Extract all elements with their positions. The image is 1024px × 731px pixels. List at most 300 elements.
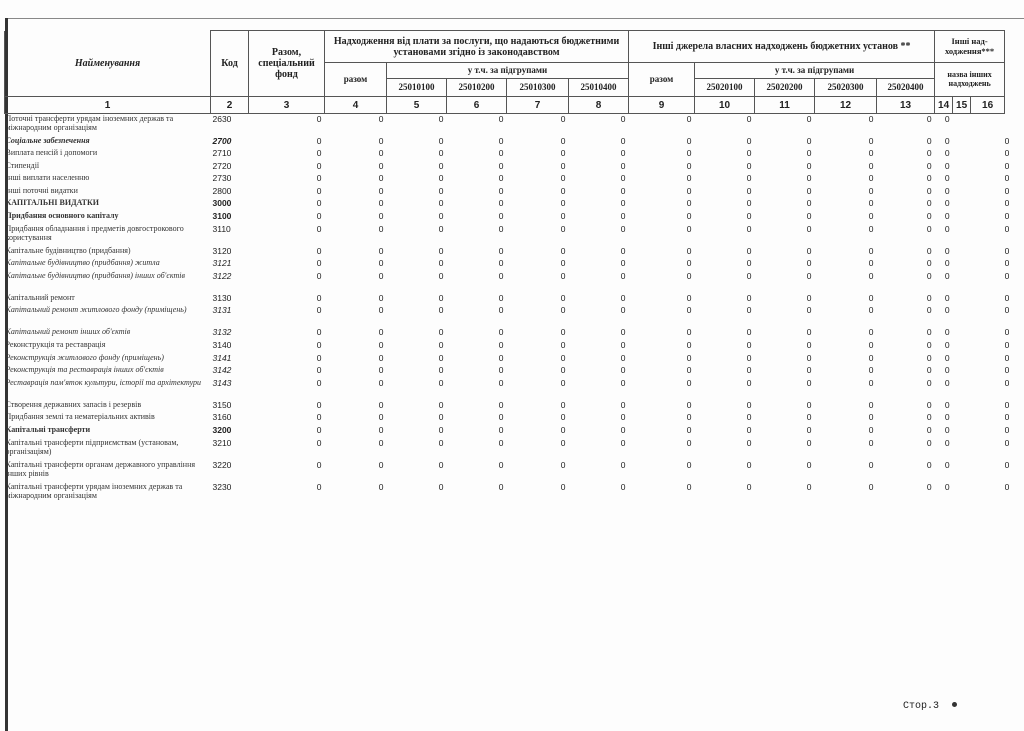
- table-row: Капітальний ремонт інших об'єктів 3132 0 0 0 0 0 0 0 0 0 0 0 0 0: [5, 327, 1005, 340]
- value-cell: 0: [560, 173, 566, 184]
- value-cell: 0: [806, 425, 812, 435]
- value-cell: 0: [378, 292, 384, 303]
- value-cell: 0: [686, 292, 692, 303]
- empty-cell: [953, 198, 971, 211]
- row-name: Інші виплати населенню: [5, 173, 90, 183]
- value-cell: 0: [926, 352, 932, 363]
- value-cell: 0: [806, 305, 812, 316]
- empty-cell: [953, 136, 971, 149]
- empty-cell: [953, 246, 971, 259]
- value-cell: 0: [926, 399, 932, 410]
- value-cell: 0: [560, 399, 566, 410]
- value-cell: 0: [686, 173, 692, 184]
- value-cell: 0: [378, 365, 384, 376]
- empty-cell: [971, 412, 1005, 425]
- value-cell: 0: [560, 135, 566, 146]
- row-name: Придбання основного капіталу: [5, 211, 119, 221]
- value-cell: 0: [498, 114, 504, 124]
- value-cell: 0: [378, 148, 384, 159]
- value-cell: 0: [926, 198, 932, 209]
- value-cell: 0: [438, 270, 444, 281]
- empty-cell: [953, 438, 971, 460]
- value-cell: 0: [868, 173, 874, 184]
- value-cell: 0: [438, 245, 444, 256]
- value-cell: 0: [438, 425, 444, 435]
- row-code: 3230: [212, 481, 232, 492]
- value-cell: 0: [926, 135, 932, 146]
- g2-sum-header: разом: [629, 63, 695, 97]
- index-cell: 2: [211, 97, 249, 114]
- value-cell: 0: [746, 365, 752, 376]
- value-cell: 0: [620, 352, 626, 363]
- value-cell: 0: [868, 198, 874, 209]
- value-cell: 0: [438, 135, 444, 146]
- value-cell: 0: [806, 459, 812, 470]
- row-name: Капітальні трансферти підприємствам (установам, організаціям): [5, 437, 179, 456]
- budget-table: [4, 30, 1010, 504]
- empty-cell: [971, 186, 1005, 199]
- row-code: 3210: [212, 437, 232, 448]
- value-cell: 0: [498, 198, 504, 209]
- value-cell: 0: [746, 258, 752, 269]
- table-body: [5, 114, 1010, 504]
- value-cell: 0: [438, 148, 444, 159]
- value-cell: 0: [620, 292, 626, 303]
- empty-cell: [971, 438, 1005, 460]
- value-cell: 0: [944, 412, 950, 423]
- value-cell: 0: [746, 160, 752, 171]
- value-cell: 0: [868, 245, 874, 256]
- value-cell: 0: [560, 377, 566, 388]
- value-cell: 0: [868, 258, 874, 269]
- col-name-header: Найменування: [5, 31, 211, 97]
- value-cell: 0: [686, 481, 692, 492]
- value-cell: 0: [686, 211, 692, 222]
- row-name: Капітальний ремонт інших об'єктів: [5, 327, 131, 337]
- value-cell: 0: [944, 135, 950, 146]
- value-cell: 0: [438, 114, 444, 124]
- value-cell: 0: [686, 185, 692, 196]
- value-cell: 0: [806, 377, 812, 388]
- value-cell: 0: [944, 327, 950, 338]
- value-cell: 0: [378, 327, 384, 338]
- value-cell: 0: [316, 173, 322, 184]
- value-cell: 0: [498, 270, 504, 281]
- value-cell: 0: [560, 198, 566, 209]
- g2-code-header: 25020400: [877, 79, 935, 97]
- value-cell: 0: [498, 352, 504, 363]
- value-cell: 0: [316, 160, 322, 171]
- value-cell: 0: [498, 340, 504, 351]
- value-cell: 0: [620, 198, 626, 209]
- value-cell: 0: [926, 185, 932, 196]
- value-cell: 0: [620, 114, 626, 124]
- value-cell: 0: [438, 160, 444, 171]
- value-cell: 0: [868, 399, 874, 410]
- empty-cell: [953, 258, 971, 271]
- value-cell: 0: [746, 245, 752, 256]
- value-cell: 0: [806, 114, 812, 124]
- value-cell: 0: [926, 148, 932, 159]
- value-cell: 0: [620, 377, 626, 388]
- value-cell: 0: [378, 425, 384, 435]
- value-cell: 0: [316, 245, 322, 256]
- value-cell: 0: [498, 305, 504, 316]
- empty-cell: [971, 148, 1005, 161]
- value-cell: 0: [378, 173, 384, 184]
- value-cell: 0: [620, 211, 626, 222]
- value-cell: 0: [806, 258, 812, 269]
- empty-cell: [971, 460, 1005, 482]
- value-cell: 0: [926, 223, 932, 234]
- index-cell: 16: [971, 97, 1005, 114]
- value-cell: 0: [560, 185, 566, 196]
- value-cell: 0: [926, 412, 932, 423]
- row-name: Реконструкція та реставрація інших об'єктів: [5, 365, 164, 375]
- g2-code-header: 25020300: [815, 79, 877, 97]
- value-cell: 0: [378, 258, 384, 269]
- value-cell: 0: [746, 148, 752, 159]
- value-cell: 0: [868, 459, 874, 470]
- value-cell: 0: [806, 437, 812, 448]
- value-cell: 0: [620, 412, 626, 423]
- table-row: Капітальне будівництво (придбання) інших об'єктів 3122 0 0 0 0 0 0 0 0 0 0 0 0 0: [5, 271, 1005, 293]
- value-cell: 0: [944, 185, 950, 196]
- index-cell: 11: [755, 97, 815, 114]
- value-cell: 0: [944, 305, 950, 316]
- value-cell: 0: [316, 327, 322, 338]
- empty-cell: [971, 224, 1005, 246]
- value-cell: 0: [806, 270, 812, 281]
- empty-cell: [953, 460, 971, 482]
- value-cell: 0: [944, 148, 950, 159]
- table-row: Капітальне будівництво (придбання) житла 3121 0 0 0 0 0 0 0 0 0 0 0 0 0: [5, 258, 1005, 271]
- value-cell: 0: [806, 148, 812, 159]
- group2-header: Інші джерела власних надходжень бюджетних установ **: [629, 31, 935, 63]
- value-cell: 0: [944, 352, 950, 363]
- value-cell: 0: [560, 160, 566, 171]
- value-cell: 0: [746, 211, 752, 222]
- value-cell: 0: [560, 481, 566, 492]
- empty-cell: [953, 412, 971, 425]
- empty-cell: [953, 293, 971, 306]
- row-name: Соціальне забезпечення: [5, 135, 90, 145]
- empty-cell: [953, 378, 971, 400]
- value-cell: 0: [686, 270, 692, 281]
- row-name: Придбання обладнання і предметів довгострокового користування: [5, 223, 184, 242]
- value-cell: 0: [316, 114, 322, 124]
- empty-cell: [953, 186, 971, 199]
- value-cell: 0: [926, 327, 932, 338]
- value-cell: 0: [378, 305, 384, 316]
- value-cell: 0: [806, 173, 812, 184]
- value-cell: 0: [926, 292, 932, 303]
- value-cell: 0: [316, 211, 322, 222]
- value-cell: 0: [686, 412, 692, 423]
- empty-cell: [953, 400, 971, 413]
- value-cell: 0: [438, 258, 444, 269]
- value-cell: 0: [746, 412, 752, 423]
- row-name: Капітальні трансферти органам державного управління інших рівнів: [5, 459, 196, 478]
- value-cell: 0: [498, 173, 504, 184]
- g1-code-header: 25010100: [387, 79, 447, 97]
- table-row: Реконструкція житлового фонду (приміщень) 3141 0 0 0 0 0 0 0 0 0 0 0 0 0: [5, 353, 1005, 366]
- table-row: Капітальний ремонт 3130 0 0 0 0 0 0 0 0 0 0 0 0 0: [5, 293, 1005, 306]
- value-cell: 0: [378, 185, 384, 196]
- empty-cell: [971, 161, 1005, 174]
- index-cell: 10: [695, 97, 755, 114]
- table-row: Інші поточні видатки 2800 0 0 0 0 0 0 0 0 0 0 0 0 0: [5, 186, 1005, 199]
- value-cell: 0: [686, 114, 692, 124]
- value-cell: 0: [438, 198, 444, 209]
- value-cell: 0: [806, 245, 812, 256]
- value-cell: 0: [868, 365, 874, 376]
- value-cell: 0: [944, 365, 950, 376]
- empty-cell: [953, 211, 971, 224]
- table-row: Реконструкція та реставрація інших об'єктів 3142 0 0 0 0 0 0 0 0 0 0 0 0 0: [5, 365, 1005, 378]
- empty-cell: [953, 305, 971, 327]
- g2-subgroups-header: у т.ч. за підгрупами: [695, 63, 935, 79]
- value-cell: 0: [868, 425, 874, 435]
- value-cell: 0: [438, 305, 444, 316]
- value-cell: 0: [498, 437, 504, 448]
- row-name: Придбання землі та нематеріальних активів: [5, 412, 155, 422]
- value-cell: 0: [498, 245, 504, 256]
- empty-cell: [953, 327, 971, 340]
- empty-cell: [971, 340, 1005, 353]
- value-cell: 0: [944, 173, 950, 184]
- row-code: 3220: [212, 459, 232, 470]
- row-code: 3200: [212, 425, 232, 435]
- value-cell: 0: [926, 173, 932, 184]
- value-cell: 0: [498, 459, 504, 470]
- other-names-header: назва інших надходжень: [935, 63, 1005, 97]
- value-cell: 0: [686, 258, 692, 269]
- value-cell: 0: [926, 305, 932, 316]
- value-cell: 0: [746, 305, 752, 316]
- value-cell: 0: [944, 270, 950, 281]
- value-cell: 0: [806, 412, 812, 423]
- value-cell: 0: [620, 481, 626, 492]
- value-cell: 0: [686, 340, 692, 351]
- value-cell: 0: [498, 481, 504, 492]
- empty-cell: [953, 114, 971, 136]
- value-cell: 0: [926, 377, 932, 388]
- index-cell: 15: [953, 97, 971, 114]
- value-cell: 0: [806, 292, 812, 303]
- g1-code-header: 25010300: [507, 79, 569, 97]
- empty-cell: [971, 271, 1005, 293]
- value-cell: 0: [316, 459, 322, 470]
- table-row: Придбання основного капіталу 3100 0 0 0 0 0 0 0 0 0 0 0 0 0: [5, 211, 1005, 224]
- g1-code-header: 25010400: [569, 79, 629, 97]
- value-cell: 0: [868, 352, 874, 363]
- value-cell: 0: [620, 437, 626, 448]
- col-code-header: Код: [211, 31, 249, 97]
- table-row: Капітальне будівництво (придбання) 3120 0 0 0 0 0 0 0 0 0 0 0 0 0: [5, 246, 1005, 259]
- empty-cell: [971, 173, 1005, 186]
- index-cell: 5: [387, 97, 447, 114]
- value-cell: 0: [868, 412, 874, 423]
- value-cell: 0: [686, 399, 692, 410]
- empty-cell: [953, 148, 971, 161]
- value-cell: 0: [378, 399, 384, 410]
- row-name: Створення державних запасів і резервів: [5, 399, 142, 409]
- value-cell: 0: [438, 223, 444, 234]
- value-cell: 0: [438, 377, 444, 388]
- value-cell: 0: [438, 340, 444, 351]
- value-cell: 0: [746, 135, 752, 146]
- value-cell: 0: [498, 412, 504, 423]
- value-cell: 0: [868, 148, 874, 159]
- value-cell: 0: [944, 377, 950, 388]
- value-cell: 0: [944, 459, 950, 470]
- value-cell: 0: [316, 223, 322, 234]
- value-cell: 0: [746, 292, 752, 303]
- value-cell: 0: [316, 185, 322, 196]
- value-cell: 0: [806, 223, 812, 234]
- value-cell: 0: [944, 114, 950, 124]
- value-cell: 0: [868, 327, 874, 338]
- value-cell: 0: [316, 135, 322, 146]
- value-cell: 0: [498, 135, 504, 146]
- row-code: 3121: [212, 258, 232, 269]
- row-name: Виплата пенсій і допомоги: [5, 148, 98, 158]
- empty-cell: [953, 161, 971, 174]
- value-cell: 0: [868, 135, 874, 146]
- value-cell: 0: [620, 173, 626, 184]
- value-cell: 0: [316, 412, 322, 423]
- table-row: Капітальні трансферти 3200 0 0 0 0 0 0 0 0 0 0 0 0 0: [5, 425, 1005, 438]
- empty-cell: [971, 353, 1005, 366]
- index-cell: 8: [569, 97, 629, 114]
- value-cell: 0: [378, 340, 384, 351]
- value-cell: 0: [378, 211, 384, 222]
- value-cell: 0: [378, 481, 384, 492]
- value-cell: 0: [498, 160, 504, 171]
- empty-cell: [971, 305, 1005, 327]
- value-cell: 0: [560, 425, 566, 435]
- value-cell: 0: [746, 459, 752, 470]
- value-cell: 0: [620, 340, 626, 351]
- row-code: 3141: [212, 352, 232, 363]
- empty-cell: [971, 114, 1005, 136]
- row-code: 3000: [212, 198, 232, 209]
- value-cell: 0: [378, 437, 384, 448]
- value-cell: 0: [746, 437, 752, 448]
- value-cell: 0: [806, 365, 812, 376]
- value-cell: 0: [686, 160, 692, 171]
- value-cell: 0: [806, 211, 812, 222]
- value-cell: 0: [746, 352, 752, 363]
- value-cell: 0: [746, 114, 752, 124]
- value-cell: 0: [926, 258, 932, 269]
- value-cell: 0: [316, 340, 322, 351]
- page-number: Стор.3: [903, 701, 940, 712]
- group3-header: Інші над-ходження***: [935, 31, 1005, 63]
- row-code: 2720: [212, 160, 232, 171]
- value-cell: 0: [686, 148, 692, 159]
- index-cell: 14: [935, 97, 953, 114]
- value-cell: 0: [316, 305, 322, 316]
- scan-top-line: [8, 18, 1024, 19]
- value-cell: 0: [944, 437, 950, 448]
- index-cell: 3: [249, 97, 325, 114]
- row-name: Інші поточні видатки: [5, 185, 78, 195]
- row-code: 3143: [212, 377, 232, 388]
- value-cell: 0: [620, 399, 626, 410]
- row-name: Капітальні трансферти: [5, 425, 91, 434]
- value-cell: 0: [620, 245, 626, 256]
- empty-cell: [953, 482, 971, 504]
- row-code: 3130: [212, 292, 232, 303]
- value-cell: 0: [806, 352, 812, 363]
- value-cell: 0: [438, 352, 444, 363]
- value-cell: 0: [746, 185, 752, 196]
- value-cell: 0: [498, 211, 504, 222]
- scan-mark-dot: [952, 702, 957, 707]
- value-cell: 0: [926, 425, 932, 435]
- value-cell: 0: [620, 135, 626, 146]
- value-cell: 0: [316, 377, 322, 388]
- row-code: 3160: [212, 412, 232, 423]
- row-name: Капітальне будівництво (придбання) інших об'єктів: [5, 270, 185, 280]
- value-cell: 0: [378, 198, 384, 209]
- value-cell: 0: [686, 223, 692, 234]
- row-code: 3150: [212, 399, 232, 410]
- value-cell: 0: [926, 245, 932, 256]
- value-cell: 0: [868, 292, 874, 303]
- value-cell: 0: [944, 481, 950, 492]
- empty-cell: [971, 425, 1005, 438]
- value-cell: 0: [378, 459, 384, 470]
- row-code: 3120: [212, 245, 232, 256]
- group1-header: Надходження від плати за послуги, що надаються бюджетними установами згідно із законодавством: [325, 31, 629, 63]
- row-name: Стипендії: [5, 160, 40, 170]
- value-cell: 0: [620, 258, 626, 269]
- table-row: Реставрація пам'яток культури, історії та архітектури 3143 0 0 0 0 0 0 0 0 0 0 0 0 0: [5, 378, 1005, 400]
- value-cell: 0: [746, 340, 752, 351]
- value-cell: 0: [378, 270, 384, 281]
- table-row: Виплата пенсій і допомоги 2710 0 0 0 0 0 0 0 0 0 0 0 0 0: [5, 148, 1005, 161]
- value-cell: 0: [438, 399, 444, 410]
- value-cell: 0: [560, 352, 566, 363]
- value-cell: 0: [560, 340, 566, 351]
- value-cell: 0: [498, 425, 504, 435]
- empty-cell: [971, 136, 1005, 149]
- value-cell: 0: [620, 223, 626, 234]
- row-name: Реконструкція та реставрація: [5, 340, 106, 350]
- value-cell: 0: [378, 412, 384, 423]
- value-cell: 0: [498, 365, 504, 376]
- g1-sum-header: разом: [325, 63, 387, 97]
- value-cell: 0: [746, 198, 752, 209]
- value-cell: 0: [560, 148, 566, 159]
- value-cell: 0: [746, 223, 752, 234]
- value-cell: 0: [868, 160, 874, 171]
- value-cell: 0: [686, 327, 692, 338]
- table-row: Капітальні трансферти урядам іноземних держав та міжнародним організаціям 3230 0 0 0 0 0 0 0 0 0 0 0 0 0: [5, 482, 1005, 504]
- row-code: 3122: [212, 270, 232, 281]
- value-cell: 0: [560, 459, 566, 470]
- table-row: Капітальні трансферти підприємствам (установам, організаціям) 3210 0 0 0 0 0 0 0 0 0 0 0 0 0: [5, 438, 1005, 460]
- value-cell: 0: [926, 481, 932, 492]
- row-code: 3100: [212, 211, 232, 222]
- value-cell: 0: [498, 258, 504, 269]
- value-cell: 0: [746, 377, 752, 388]
- value-cell: 0: [560, 412, 566, 423]
- value-cell: 0: [316, 292, 322, 303]
